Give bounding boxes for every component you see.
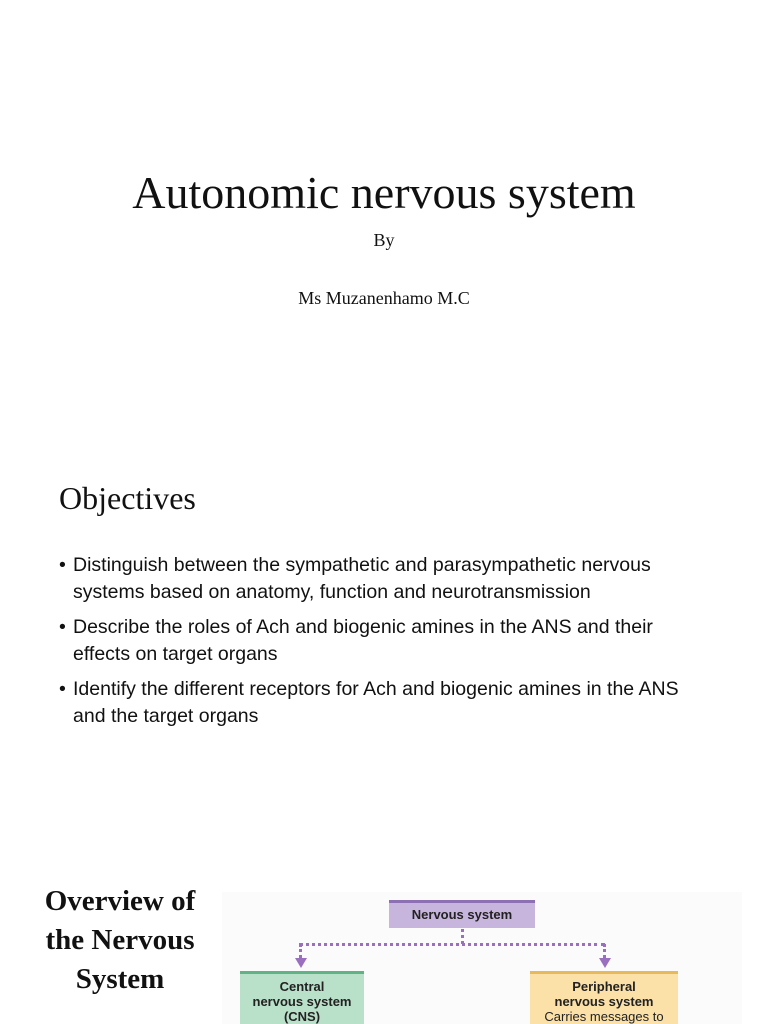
overview-heading: [20, 882, 220, 999]
connector-stem: [461, 929, 464, 944]
objective-text: Identify the different receptors for Ach and biogenic amines in the ANS and the target organs: [73, 678, 679, 727]
cns-node: [240, 971, 364, 1024]
overview-heading-line: System: [75, 963, 165, 995]
objectives-list: [59, 552, 709, 738]
arrow-down-icon: [599, 958, 611, 968]
connector-right: [603, 944, 606, 958]
pns-node: [530, 971, 678, 1024]
cns-node-line: Central: [279, 979, 325, 994]
connector-left: [299, 944, 302, 958]
pns-node-description: Carries messages to: [544, 1009, 664, 1024]
pns-node-line: Peripheral: [572, 979, 636, 994]
objectives-slide: [0, 430, 768, 830]
bullet-icon: •: [59, 554, 66, 576]
objective-item: [59, 552, 709, 605]
by-label: By: [373, 230, 395, 250]
objective-text: Describe the roles of Ach and biogenic amines in the ANS and their effects on target organs: [73, 616, 653, 665]
connector-horizontal: [299, 943, 605, 946]
bullet-icon: •: [59, 616, 66, 638]
nervous-system-node: Nervous system: [389, 900, 535, 928]
arrow-down-icon: [295, 958, 307, 968]
overview-heading-line: the Nervous: [45, 924, 195, 956]
title-slide: [0, 0, 768, 430]
presentation-title: Autonomic nervous system: [132, 167, 636, 218]
objective-text: Distinguish between the sympathetic and parasympathetic nervous systems based on anatomy, function and neurotransmission: [73, 554, 651, 603]
bullet-icon: •: [59, 678, 66, 700]
pns-node-line: nervous system: [554, 994, 654, 1009]
cns-node-line: (CNS): [283, 1009, 321, 1024]
author-name: Ms Muzanenhamo M.C: [298, 288, 470, 308]
objective-item: [59, 676, 709, 729]
objective-item: [59, 614, 709, 667]
overview-heading-line: Overview of: [44, 885, 196, 917]
overview-slide: [0, 830, 768, 1024]
objectives-heading: Objectives: [59, 480, 196, 516]
cns-node-line: nervous system: [252, 994, 352, 1009]
